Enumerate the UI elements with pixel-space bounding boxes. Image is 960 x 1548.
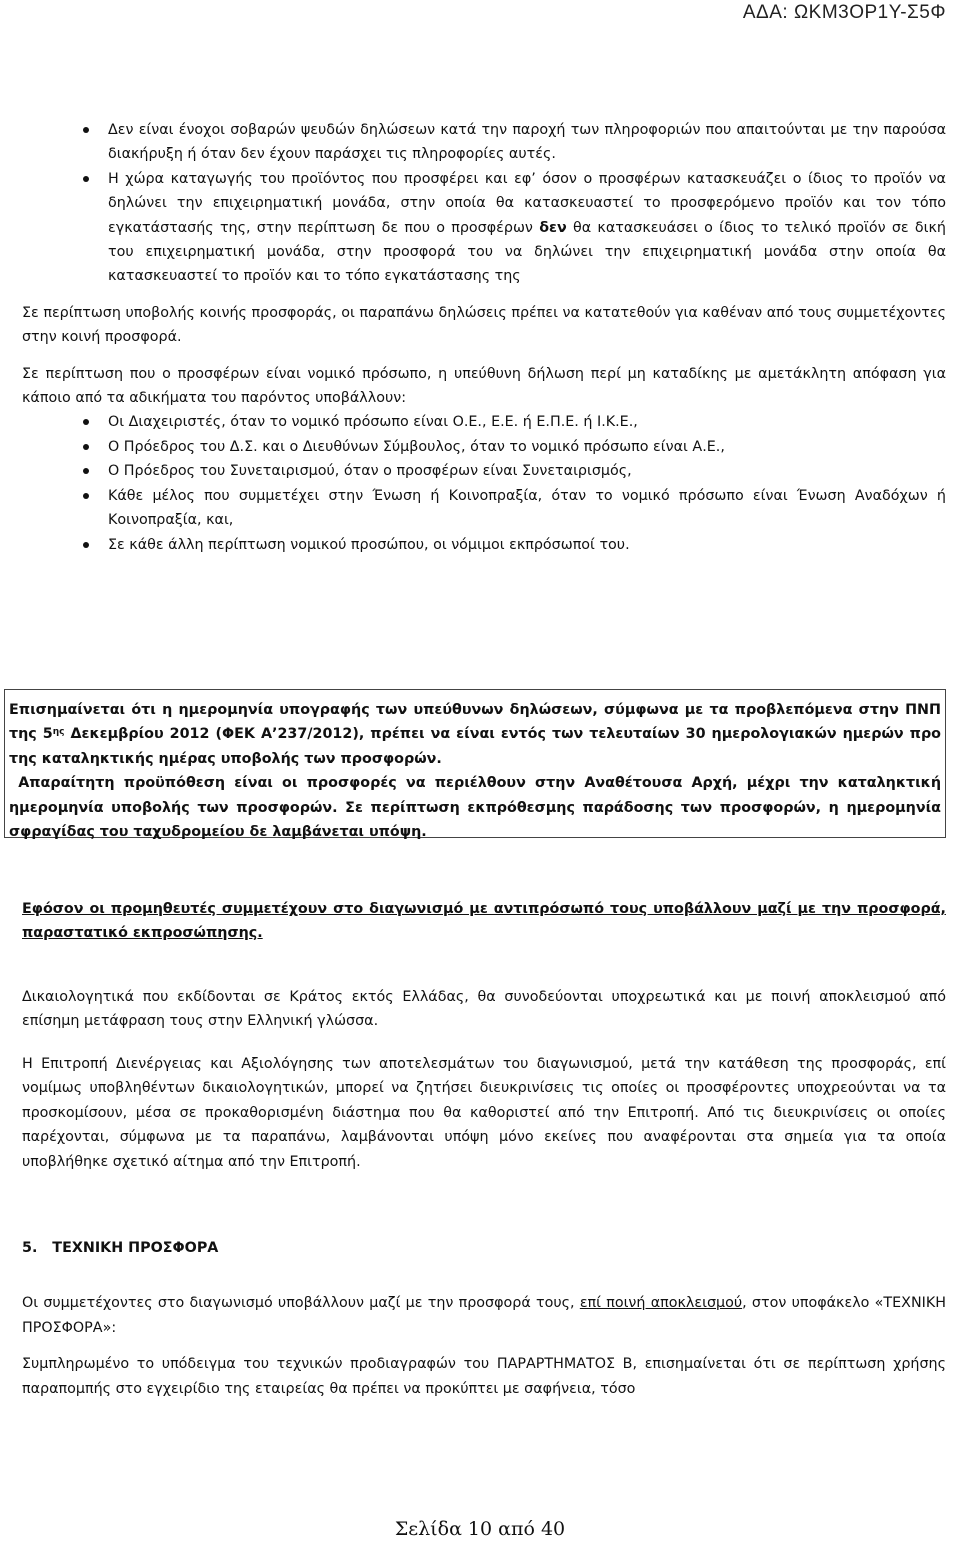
list-item: Ο Πρόεδρος του Συνεταιρισμού, όταν ο προσφέρων είναι Συνεταιρισμός, bbox=[22, 459, 946, 483]
committee-paragraph: Η Επιτροπή Διενέργειας και Αξιολόγησης των αποτελεσμάτων του διαγωνισμού, μετά την κατάθεση της προσφοράς, επί νομίμως υποβληθέντων δικαιολογητικών, μπορεί να ζητήσει διευκρινίσεις τις οποίες οι προσφέροντες υποχρεούνται να τα προσκομίσουν, μέσα σε προκαθορισμένη διάστημα που θα καθοριστεί από την Επιτροπή. Από τις διευκρινίσεις οι οποίες παρέχονται, σύμφωνα με τα παραπάνω, λαμβάνονται υπόψη μόνο εκείνες που αναφέρονται στα σημεία για τα οποία υποβλήθηκε σχετικό αίτημα από την Επιτροπή. bbox=[22, 1056, 946, 1170]
document-body bbox=[22, 118, 946, 557]
ada-code: ΑΔΑ: ΩΚΜ3ΟΡ1Υ-Σ5Φ bbox=[742, 2, 946, 23]
emphasis-text: δεν bbox=[539, 219, 567, 236]
representation-paragraph: Εφόσον οι προμηθευτές συμμετέχουν στο διαγωνισμό με αντιπρόσωπό τους υποβάλλουν μαζί με την προσφορά, παραστατικό εκπροσώπησης. bbox=[22, 901, 946, 942]
foreign-docs-block bbox=[22, 985, 946, 1034]
notice-box bbox=[4, 689, 946, 841]
section-5 bbox=[22, 1236, 946, 1401]
list-item: Ο Πρόεδρος του Δ.Σ. και ο Διευθύνων Σύμβουλος, όταν το νομικό πρόσωπο είναι Α.Ε., bbox=[22, 435, 946, 459]
legal-bullets bbox=[22, 410, 946, 556]
joint-offer-paragraph: Σε περίπτωση υποβολής κοινής προσφοράς, οι παραπάνω δηλώσεις πρέπει να κατατεθούν για καθέναν από τους συμμετέχοντες στην κοινή προσφορά. bbox=[22, 304, 946, 346]
legal-person-paragraph: Σε περίπτωση που ο προσφέρων είναι νομικό πρόσωπο, η υπεύθυνη δήλωση περί μη καταδίκης με αμετάκλητη απόφαση για κάποιο από τα αδικήματα του παρόντος υποβάλλουν: bbox=[22, 365, 946, 407]
criteria-list bbox=[22, 118, 946, 289]
underlined-text: επί ποινή αποκλεισμού bbox=[579, 1295, 743, 1312]
notice-paragraph: Απαραίτητη προϋπόθεση είναι οι προσφορές να περιέλθουν στην Αναθέτουσα Αρχή, μέχρι την καταληκτική ημερομηνία υποβολής των προσφορών. Σε περίπτωση εκπρόθεσμης παράδοσης των προσφορών, η ημερομηνία σφραγίδας του ταχυδρομείου δε λαμβάνεται υπόψη. bbox=[9, 775, 942, 841]
list-item: Σε κάθε άλλη περίπτωση νομικού προσώπου, οι νόμιμοι εκπρόσωποί του. bbox=[22, 533, 946, 557]
notice-paragraph: Επισημαίνεται ότι η ημερομηνία υπογραφής των υπεύθυνων δηλώσεων, σύμφωνα με τα προβλεπόμενα στην ΠΝΠ της $5^{\eta\varsigma}$ Δεκεμβρίου 2012 (ΦΕΚ Α’237/2012), πρέπει να είναι εντός των τελευταίων 30 ημερολογιακών ημερών προ της καταληκτικής ημέρας υποβολής των προσφορών. bbox=[9, 702, 942, 767]
committee-block bbox=[22, 1052, 946, 1174]
section-paragraph: Οι συμμετέχοντες στο διαγωνισμό υποβάλλουν μαζί με την προσφορά τους, επί ποινή αποκλεισμού, στον υποφάκελο «ΤΕΧΝΙΚΗ ΠΡΟΣΦΟΡΑ»: bbox=[22, 1295, 946, 1336]
section-paragraph: Συμπληρωμένο το υπόδειγμα του τεχνικών προδιαγραφών του ΠΑΡΑΡΤΗΜΑΤΟΣ Β, επισημαίνεται ότι σε περίπτωση χρήσης παραπομπής στο εγχειρίδιο της εταιρείας θα πρέπει να προκύπτει με σαφήνεια, τόσο bbox=[22, 1356, 946, 1397]
representation-block bbox=[22, 897, 946, 946]
list-item: Η χώρα καταγωγής του προϊόντος που προσφέρει και εφ’ όσον ο προσφέρων κατασκευάζει ο ίδιος το προϊόν να δηλώνει την επιχειρηματική μονάδα, στην οποία θα κατασκευαστεί το προσφερόμενο προϊόν και τον τόπο εγκατάστασής της, στην περίπτωση δε που ο προσφέρων δεν θα κατασκευάσει ο ίδιος το τελικό προϊόν σε δική του επιχειρηματική μονάδα, στην προσφορά του να δηλώνει την επιχειρηματική μονάδα στην οποία θα κατασκευαστεί το προϊόν και το τόπο εγκατάστασης της bbox=[22, 167, 946, 289]
list-item: Δεν είναι ένοχοι σοβαρών ψευδών δηλώσεων κατά την παροχή των πληροφοριών που απαιτούνται με την παρούσα διακήρυξη ή όταν δεν έχουν παράσχει τις πληροφορίες αυτές. bbox=[22, 118, 946, 167]
list-item: Οι Διαχειριστές, όταν το νομικό πρόσωπο είναι Ο.Ε., Ε.Ε. ή Ε.Π.Ε. ή Ι.Κ.Ε., bbox=[22, 410, 946, 434]
list-item: Κάθε μέλος που συμμετέχει στην Ένωση ή Κοινοπραξία, όταν το νομικό πρόσωπο είναι Ένωση Αναδόχων ή Κοινοπραξία, και, bbox=[22, 484, 946, 533]
section-heading: 5. ΤΕΧΝΙΚΗ ΠΡΟΣΦΟΡΑ bbox=[22, 1240, 219, 1256]
foreign-docs-paragraph: Δικαιολογητικά που εκδίδονται σε Κράτος εκτός Ελλάδας, θα συνοδεύονται υποχρεωτικά και με ποινή αποκλεισμού από επίσημη μετάφραση τους στην Ελληνική γλώσσα. bbox=[22, 989, 946, 1030]
page-number: Σελίδα 10 από 40 bbox=[394, 1518, 566, 1540]
